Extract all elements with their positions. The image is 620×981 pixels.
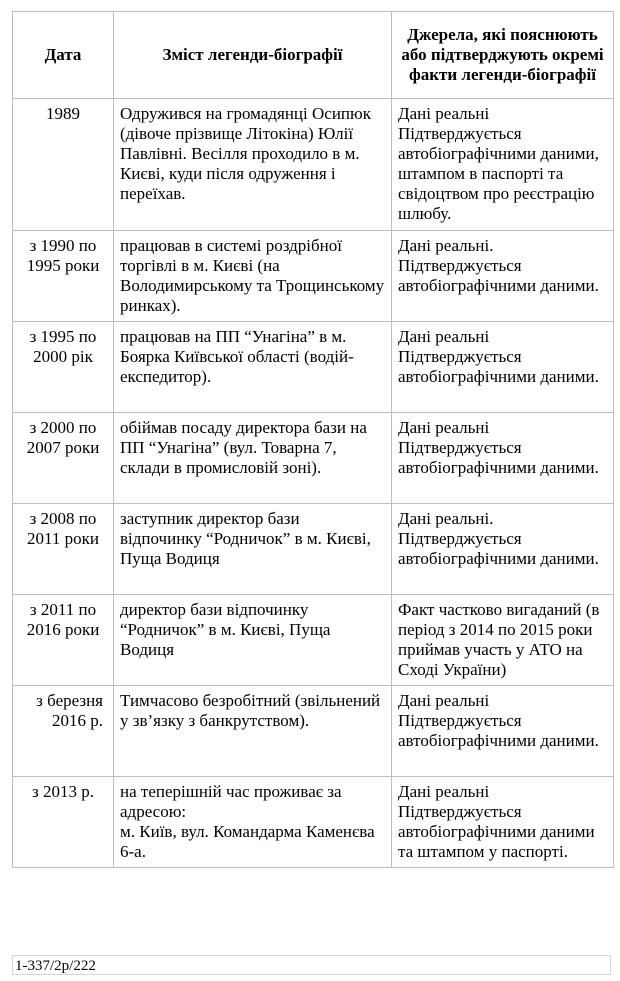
row-content: працював на ПП “Унагіна” в м. Боярка Київської області (водій-експедитор).	[114, 322, 392, 413]
row-source: Дані реальні Підтверджується автобіографічними даними, штампом в паспорті та свідоцтвом про реєстрацію шлюбу.	[392, 99, 614, 231]
legend-biography-table	[12, 11, 614, 868]
row-source: Дані реальні. Підтверджується автобіографічними даними.	[392, 231, 614, 322]
header-content: Зміст легенди-біографії	[114, 12, 392, 99]
row-source: Дані реальні. Підтверджується автобіографічними даними.	[392, 504, 614, 595]
row-content: заступник директор бази відпочинку “Родничок” в м. Києві, Пуща Водиця	[114, 504, 392, 595]
row-content: директор бази відпочинку “Родничок” в м. Києві, Пуща Водиця	[114, 595, 392, 686]
row-date: з 1995 по 2000 рік	[13, 322, 114, 413]
row-date: з 2011 по 2016 роки	[13, 595, 114, 686]
table-header-row	[13, 12, 614, 99]
header-date: Дата	[13, 12, 114, 99]
document-code-footer	[12, 955, 611, 975]
table-row	[13, 322, 614, 413]
row-content	[114, 777, 392, 868]
row-content-line: м. Київ, вул. Командарма Каменєва 6-а.	[120, 822, 375, 861]
row-date: з 2000 по 2007 роки	[13, 413, 114, 504]
row-source: Дані реальні Підтверджується автобіографічними даними та штампом у паспорті.	[392, 777, 614, 868]
row-source: Дані реальні Підтверджується автобіографічними даними.	[392, 322, 614, 413]
header-source: Джерела, які пояснюють або підтверджують окремі факти легенди-біографії	[392, 12, 614, 99]
table-row	[13, 686, 614, 777]
table-row	[13, 504, 614, 595]
row-source: Дані реальні Підтверджується автобіографічними даними.	[392, 686, 614, 777]
table-row	[13, 413, 614, 504]
row-source: Дані реальні Підтверджується автобіографічними даними.	[392, 413, 614, 504]
row-source: Факт частково вигаданий (в період з 2014 по 2015 роки приймав участь у АТО на Сході України)	[392, 595, 614, 686]
row-date: 1989	[13, 99, 114, 231]
row-date: з 2008 по 2011 роки	[13, 504, 114, 595]
table-row	[13, 595, 614, 686]
row-content: Одружився на громадянці Осипюк (дівоче прізвище Літокіна) Юлії Павлівні. Весілля проходило в м. Києві, куди після одруження і переїхав.	[114, 99, 392, 231]
row-date: з 1990 по 1995 роки	[13, 231, 114, 322]
row-date: з березня 2016 р.	[13, 686, 114, 777]
row-content-line: на теперішній час проживає за адресою:	[120, 782, 342, 821]
table-row	[13, 231, 614, 322]
table-row	[13, 99, 614, 231]
row-content: Тимчасово безробітний (звільнений у зв’язку з банкрутством).	[114, 686, 392, 777]
document-code: 1-337/2р/222	[15, 958, 96, 974]
table-row	[13, 777, 614, 868]
row-content: обіймав посаду директора бази на ПП “Унагіна” (вул. Товарна 7, склади в промисловій зоні).	[114, 413, 392, 504]
row-content: працював в системі роздрібної торгівлі в м. Києві (на Володимирському та Трощинському ринках).	[114, 231, 392, 322]
row-date: з 2013 р.	[13, 777, 114, 868]
